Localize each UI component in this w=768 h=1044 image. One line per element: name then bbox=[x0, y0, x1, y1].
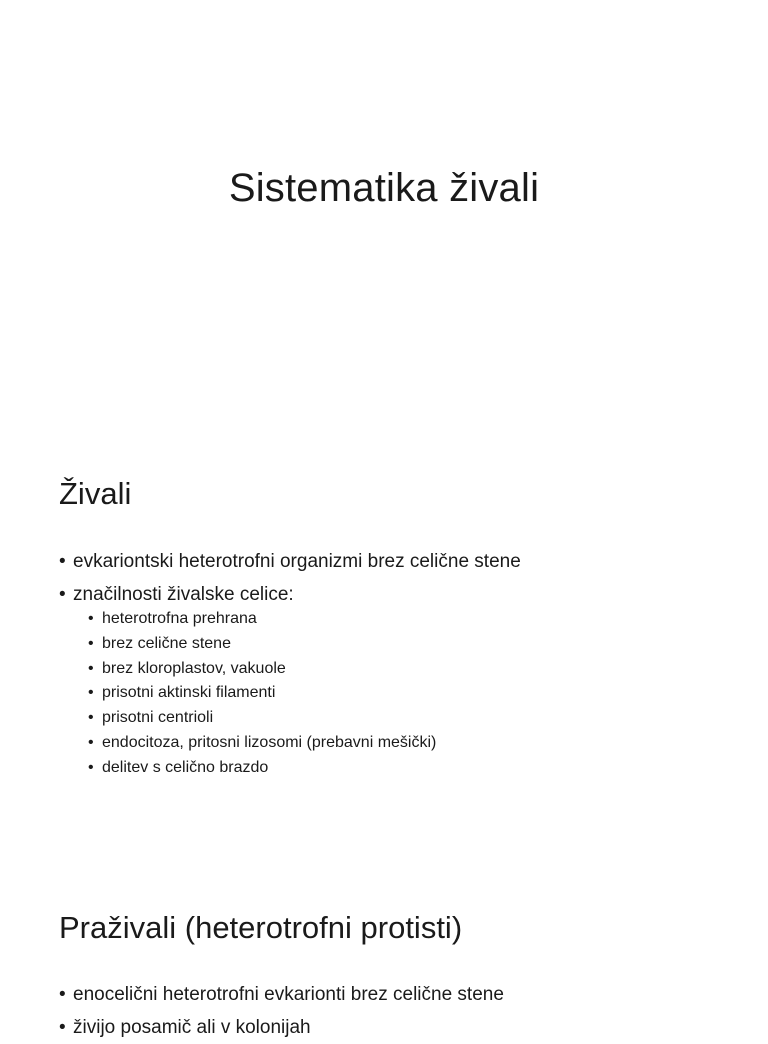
sub-bullet-text: brez kloroplastov, vakuole bbox=[102, 659, 286, 677]
bullet-list bbox=[59, 545, 521, 611]
bullet-marker: • bbox=[88, 758, 94, 776]
bullet-marker: • bbox=[88, 634, 94, 652]
bullet-text: evkariontski heterotrofni organizmi brez celične stene bbox=[73, 551, 521, 572]
sub-bullet-text: heterotrofna prehrana bbox=[102, 610, 257, 627]
bullet-marker: • bbox=[88, 610, 94, 627]
bullet-text: živijo posamič ali v kolonijah bbox=[73, 1017, 311, 1038]
bullet-marker: • bbox=[88, 684, 94, 702]
bullet-list bbox=[59, 978, 504, 1044]
bullet-marker: • bbox=[88, 709, 94, 727]
bullet-marker: • bbox=[59, 984, 66, 1005]
list-item bbox=[88, 706, 436, 731]
sub-bullet-text: brez celične stene bbox=[102, 634, 231, 652]
bullet-text: enocelični heterotrofni evkarionti brez celične stene bbox=[73, 984, 504, 1005]
sub-bullet-list bbox=[88, 607, 436, 781]
list-item bbox=[88, 607, 436, 632]
sub-bullet-text: prisotni centrioli bbox=[102, 709, 214, 727]
list-item bbox=[88, 681, 436, 706]
list-item bbox=[88, 756, 436, 781]
list-item bbox=[59, 978, 504, 1011]
list-item bbox=[59, 1011, 504, 1044]
sub-bullet-text: endocitoza, pritosni lizosomi (prebavni mešički) bbox=[102, 733, 437, 751]
list-item bbox=[88, 632, 436, 657]
list-item bbox=[88, 731, 436, 756]
list-item bbox=[59, 545, 521, 578]
slide-heading-zivali: Živali bbox=[59, 476, 132, 511]
bullet-marker: • bbox=[59, 551, 66, 572]
bullet-marker: • bbox=[59, 584, 66, 605]
bullet-marker: • bbox=[88, 659, 94, 677]
sub-bullet-text: prisotni aktinski filamenti bbox=[102, 684, 276, 702]
sub-bullet-text: delitev s celično brazdo bbox=[102, 758, 269, 776]
bullet-marker: • bbox=[59, 1017, 66, 1038]
bullet-text: značilnosti živalske celice: bbox=[73, 584, 294, 605]
bullet-marker: • bbox=[88, 733, 94, 751]
slide-heading-prazivali: Praživali (heterotrofni protisti) bbox=[59, 910, 463, 945]
slide-title: Sistematika živali bbox=[228, 166, 540, 210]
list-item bbox=[88, 657, 436, 682]
